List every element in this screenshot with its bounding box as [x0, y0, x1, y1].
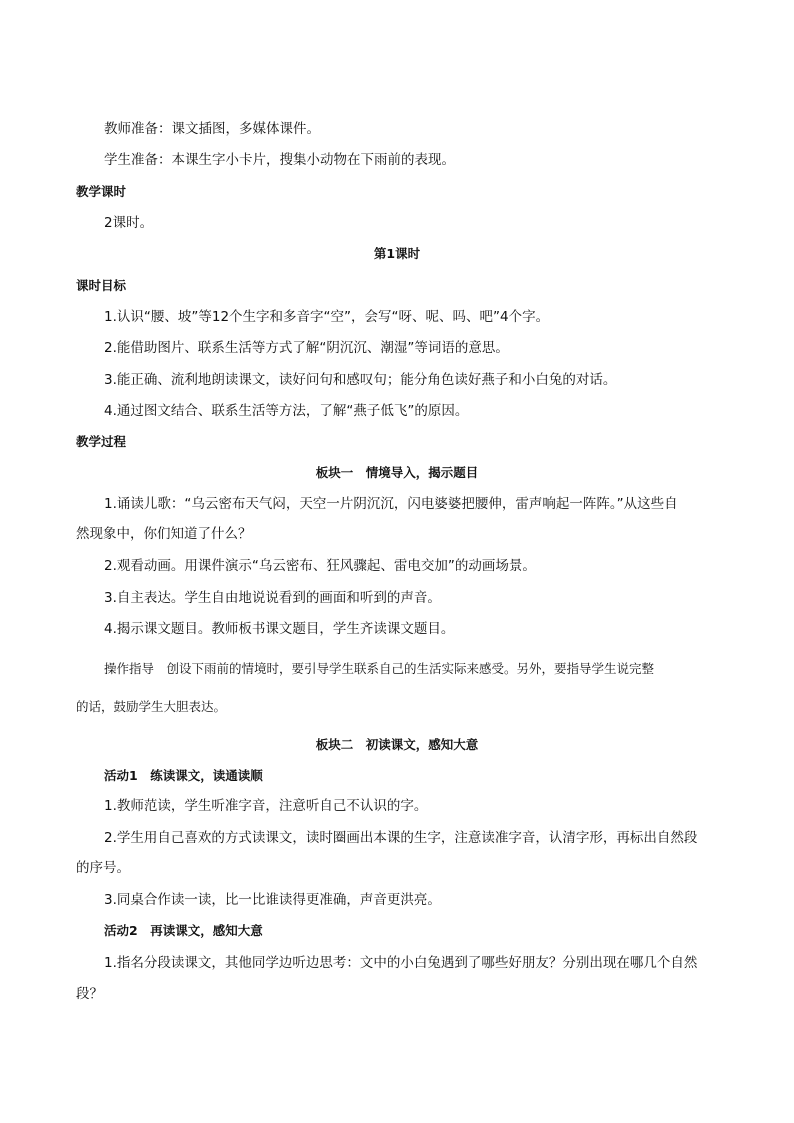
- block2-title: 板块二 初读课文，感知大意: [315, 737, 479, 752]
- activity1-item3: 3.同桌合作读一读，比一比谁读得更准确，声音更洪亮。: [104, 892, 441, 908]
- process-heading: 教学过程: [76, 434, 127, 449]
- lesson-time-heading: 教学课时: [76, 184, 127, 199]
- guide-line2: 的话，鼓励学生大胆表达。: [76, 699, 227, 714]
- student-prep: 学生准备：本课生字小卡片，搜集小动物在下雨前的表现。: [104, 152, 455, 168]
- activity1-item1: 1.教师范读，学生听准字音，注意听自己不认识的字。: [104, 798, 428, 814]
- first-lesson-title: 第1课时: [373, 246, 421, 261]
- activity2-item1-line2: 段？: [76, 986, 103, 1002]
- block1-item3: 3.自主表达。学生自由地说说看到的画面和听到的声音。: [104, 590, 441, 606]
- block1-item1-line1: 1.诵读儿歌：“乌云密布天气闷，天空一片阴沉沉，闪电婆婆把腰伸，雷声响起一阵阵。”从这些自: [104, 496, 678, 512]
- goals-heading: 课时目标: [76, 278, 127, 293]
- teacher-prep: 教师准备：课文插图，多媒体课件。: [104, 121, 320, 137]
- activity1-title: 活动1 练读课文，读通读顺: [104, 768, 263, 783]
- goal-item: 4.通过图文结合、联系生活等方法，了解“燕子低飞”的原因。: [104, 403, 469, 419]
- block1-item2: 2.观看动画。用课件演示“乌云密布、狂风骤起、雷电交加”的动画场景。: [104, 558, 536, 574]
- guide-line1: 操作指导 创设下雨前的情境时，要引导学生联系自己的生活实际来感受。另外，要指导学生说完整: [104, 661, 655, 676]
- block1-item4: 4.揭示课文题目。教师板书课文题目，学生齐读课文题目。: [104, 621, 455, 637]
- goal-item: 1.认识“腰、坡”等12个生字和多音字“空”，会写“呀、呢、吗、吧”4个字。: [104, 309, 550, 325]
- block1-title: 板块一 情境导入，揭示题目: [315, 465, 479, 480]
- lesson-time-value: 2课时。: [104, 215, 154, 231]
- activity1-item2-line2: 的序号。: [76, 860, 130, 876]
- block1-item1-line2: 然现象中，你们知道了什么？: [76, 526, 252, 542]
- activity1-item2-line1: 2.学生用自己喜欢的方式读课文，读时圈画出本课的生字，注意读准字音，认清字形，再标出自然段: [104, 830, 698, 846]
- activity2-item1-line1: 1.指名分段读课文，其他同学边听边思考：文中的小白兔遇到了哪些好朋友？分别出现在哪几个自然: [104, 955, 698, 971]
- goal-item: 2.能借助图片、联系生活等方式了解“阴沉沉、潮湿”等词语的意思。: [104, 340, 509, 356]
- goal-item: 3.能正确、流利地朗读课文，读好问句和感叹句；能分角色读好燕子和小白兔的对话。: [104, 372, 617, 388]
- activity2-title: 活动2 再读课文，感知大意: [104, 923, 263, 938]
